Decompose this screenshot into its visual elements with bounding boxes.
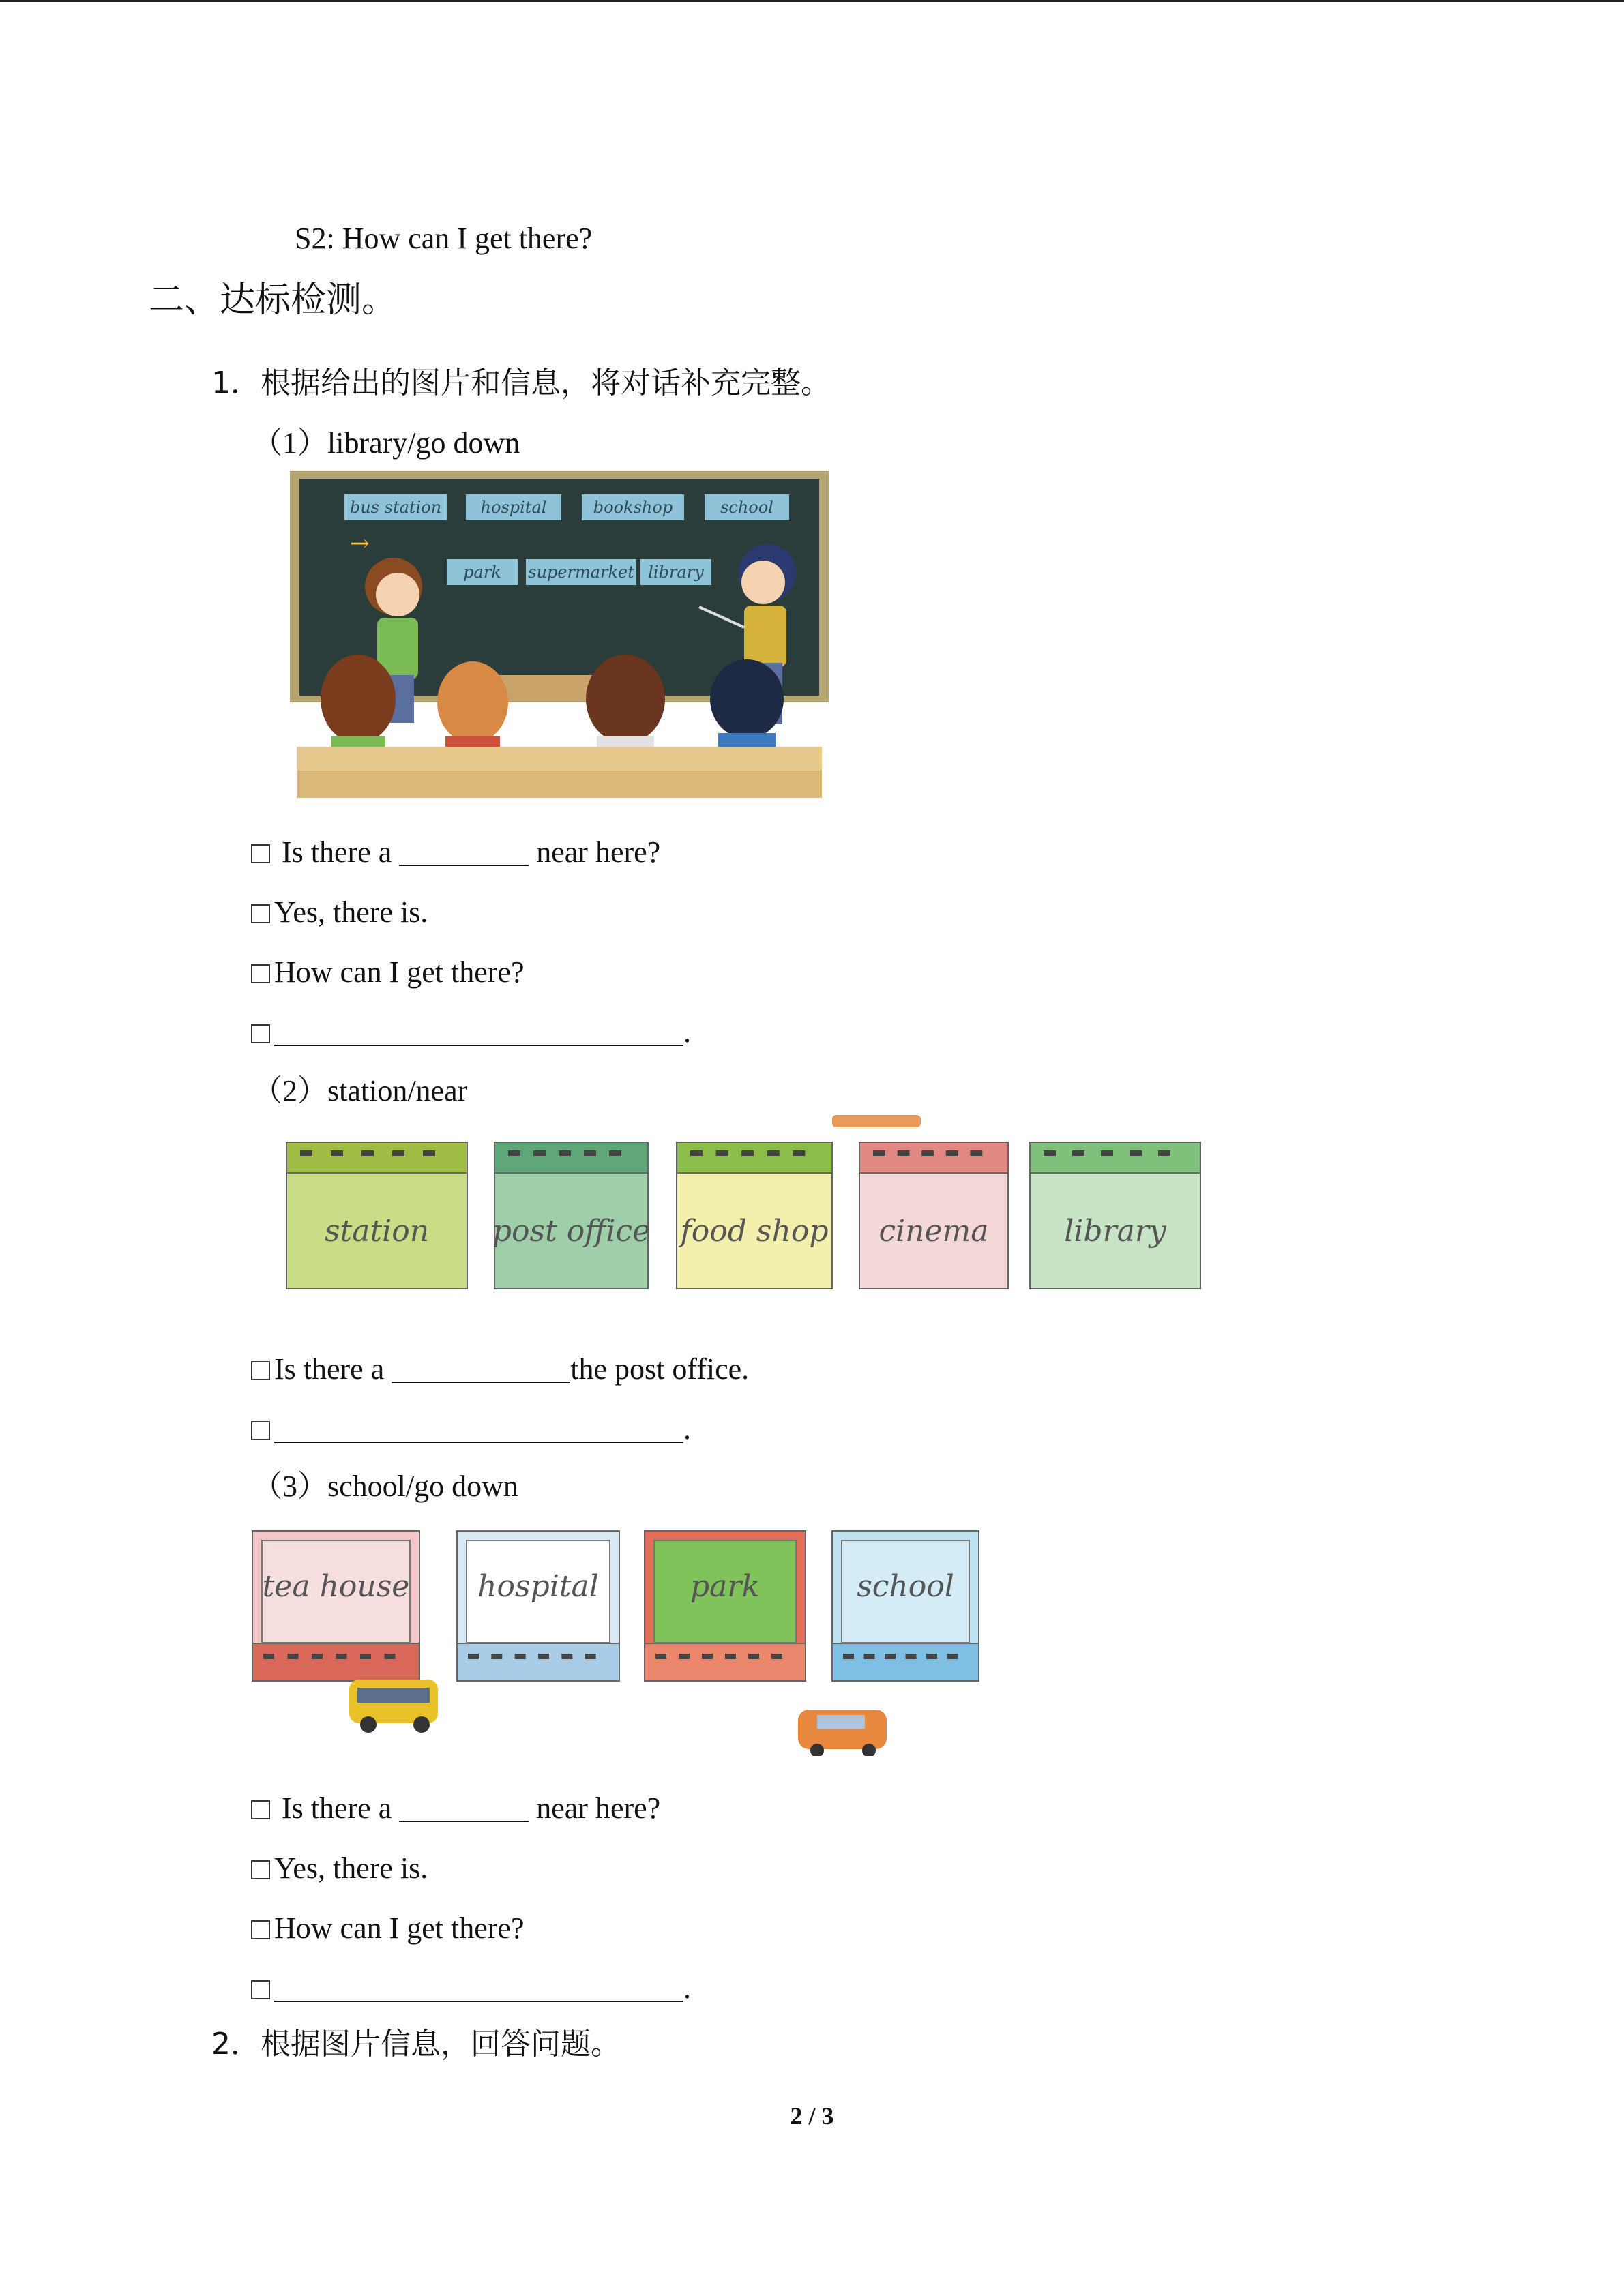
page-number: 2 / 3 [790,2102,834,2130]
part2-label: （2）station/near [252,1074,468,1107]
building-tea-house [252,1531,419,1681]
svg-text:library: library [648,563,704,582]
building-hospital [457,1531,619,1681]
p2-line1: Is there a the post office. [251,1354,749,1384]
building-library [1030,1142,1200,1289]
checkbox[interactable] [251,1361,270,1380]
checkbox[interactable] [251,1920,270,1939]
svg-text:bus station: bus station [349,498,442,517]
checkbox[interactable] [251,844,270,863]
svg-text:post office: post office [492,1214,651,1249]
svg-text:park: park [690,1569,761,1604]
checkbox[interactable] [251,964,270,983]
p3-line4: . [251,1973,691,2003]
board-label [582,494,684,520]
answer-blank[interactable] [399,837,529,866]
answer-blank[interactable] [392,1354,570,1383]
checkbox[interactable] [251,1860,270,1879]
svg-text:hospital: hospital [480,498,547,517]
section-title: 二、达标检测。 [149,280,398,320]
p1-line1: Is there a near here? [251,837,660,867]
top-border [0,0,1624,2]
p1-line3: How can I get there? [251,957,524,987]
svg-text:park: park [463,563,501,582]
svg-text:school: school [720,498,773,517]
board-label [344,494,447,520]
p2-line2: . [251,1414,691,1444]
svg-text:school: school [857,1569,954,1604]
street-buildings-illustration-1 [259,1115,1214,1316]
answer-blank[interactable] [274,1973,683,2002]
board-label [526,559,636,585]
answer-blank[interactable] [274,1017,683,1046]
p3-line1: Is there a near here? [251,1793,660,1823]
checkbox[interactable] [251,1980,270,1999]
svg-text:cinema: cinema [879,1214,989,1249]
building-station [286,1142,467,1289]
checkbox[interactable] [251,1800,270,1819]
street-buildings-illustration-2 [232,1517,1003,1756]
part3-label: （3）school/go down [252,1470,518,1503]
building-food-shop [677,1142,832,1289]
board-label [466,494,561,520]
p1-line2: Yes, there is. [251,897,428,927]
building-school [832,1531,979,1681]
building-post-office [492,1142,650,1289]
part1-label: （1）library/go down [252,426,520,460]
svg-text:food shop: food shop [680,1214,829,1249]
checkbox[interactable] [251,1024,270,1043]
answer-blank[interactable] [399,1793,529,1822]
svg-text:station: station [324,1214,430,1249]
svg-text:hospital: hospital [477,1569,599,1604]
p1-line4: . [251,1017,691,1047]
board-label [705,494,789,520]
answer-blank[interactable] [274,1414,683,1443]
q1-title: 1．根据给出的图片和信息，将对话补充完整。 [211,366,831,400]
svg-text:tea house: tea house [262,1569,410,1604]
p3-line2: Yes, there is. [251,1853,428,1883]
intro-line: S2: How can I get there? [295,222,593,255]
svg-text:supermarket: supermarket [528,563,634,582]
classroom-illustration [290,471,829,798]
board-label [447,559,518,585]
q2-title: 2．根据图片信息，回答问题。 [211,2027,621,2061]
board-label [640,559,711,585]
building-cinema [859,1142,1008,1289]
svg-text:bookshop: bookshop [593,498,673,517]
svg-text:→: → [350,530,370,557]
building-park [645,1531,806,1681]
p3-line3: How can I get there? [251,1913,524,1943]
checkbox[interactable] [251,904,270,923]
svg-text:library: library [1064,1214,1166,1249]
checkbox[interactable] [251,1421,270,1440]
